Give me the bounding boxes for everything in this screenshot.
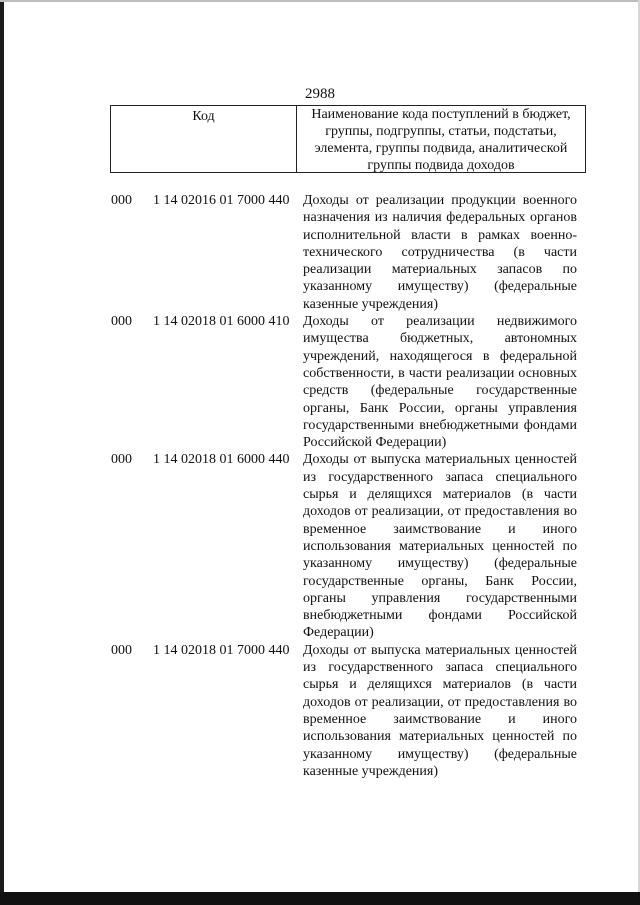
table-header <box>110 105 586 173</box>
row-admin-code: 000 <box>111 642 132 658</box>
row-description <box>303 451 577 641</box>
description-line: использования материальных ценностей по <box>303 538 577 554</box>
description-line: Доходы от реализации недвижимого <box>303 314 577 330</box>
row-income-code: 1 14 02018 01 6000 410 <box>153 314 290 330</box>
description-line: имущества бюджетных, автономных <box>303 331 577 347</box>
description-line: реализации материальных запасов по <box>303 262 577 278</box>
description-line: органы, Банк России, органы управления <box>303 400 577 416</box>
description-line: указанному имуществу) (федеральные <box>303 556 577 572</box>
row-description <box>303 313 577 451</box>
description-line: учреждений, находящегося в федеральной <box>303 348 577 364</box>
table-row <box>0 451 640 641</box>
page-number: 2988 <box>305 86 335 102</box>
description-line: Российской Федерации) <box>303 435 447 451</box>
description-line: использования материальных ценностей по <box>303 729 577 745</box>
description-line: собственности, в части реализации основных <box>303 365 577 381</box>
scan-edge-top <box>0 0 640 2</box>
row-description <box>303 192 577 313</box>
row-description <box>303 642 577 780</box>
header-name-label: Наименование кода поступлений в бюджет, группы, подгруппы, статьи, подстатьи, элемента, группы подвида, аналитической группы подвида доходов <box>311 107 571 173</box>
table-row <box>0 192 640 313</box>
description-line: указанному имуществу) (федеральные <box>303 279 577 295</box>
description-line: сырья и делящихся материалов (в части <box>303 487 577 503</box>
description-line: Доходы от выпуска материальных ценностей <box>303 642 577 658</box>
row-admin-code: 000 <box>111 193 132 208</box>
table-row <box>0 642 640 780</box>
description-line: казенные учреждения) <box>303 763 439 779</box>
row-income-code: 1 14 02018 01 7000 440 <box>153 642 290 658</box>
description-line: Доходы от выпуска материальных ценностей <box>303 452 577 468</box>
description-line: исполнительной власти в рамках военно- <box>303 227 577 243</box>
income-code-list <box>0 192 640 780</box>
description-line: временное заимствование и иного <box>303 521 577 537</box>
description-line: указанному имуществу) (федеральные <box>303 746 577 762</box>
description-line: Федерации) <box>303 625 374 641</box>
description-line: органы управления государственными <box>303 590 577 606</box>
table-row <box>0 313 640 451</box>
description-line: технического сотрудничества (в части <box>303 244 577 260</box>
description-line: временное заимствование и иного <box>303 711 577 727</box>
description-line: доходов от реализации, от предоставления во <box>303 694 577 710</box>
description-line: из государственного запаса специального <box>303 660 577 676</box>
row-admin-code: 000 <box>111 452 132 468</box>
description-line: государственные органы, Банк России, <box>303 573 577 589</box>
row-income-code: 1 14 02018 01 6000 440 <box>153 452 290 468</box>
description-line: из государственного запаса специального <box>303 469 577 485</box>
description-line: назначения из наличия федеральных органов <box>303 210 577 226</box>
description-line: сырья и делящихся материалов (в части <box>303 677 577 693</box>
description-line: внебюджетными фондами Российской <box>303 608 577 624</box>
scan-edge-bottom <box>0 892 640 905</box>
row-admin-code: 000 <box>111 314 132 330</box>
description-line: казенные учреждения) <box>303 296 439 312</box>
description-line: доходов от реализации, от предоставления во <box>303 504 577 520</box>
description-line: Доходы от реализации продукции военного <box>303 193 577 208</box>
header-code-label: Код <box>111 106 297 172</box>
description-line: средств (федеральные государственные <box>303 383 577 399</box>
description-line: государственными внебюджетными фондами <box>303 417 577 433</box>
row-income-code: 1 14 02016 01 7000 440 <box>153 193 290 208</box>
